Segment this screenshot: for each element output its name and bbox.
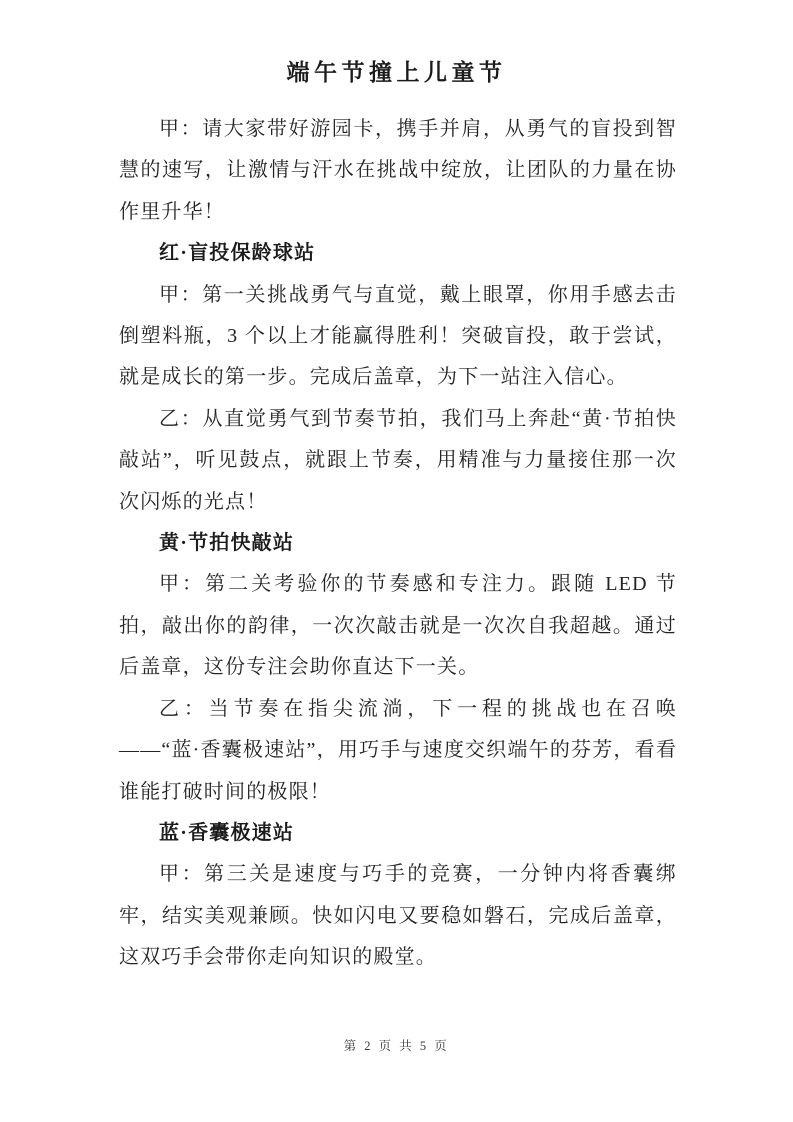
dialogue-paragraph-beat: 甲：第二关考验你的节奏感和专注力。跟随 LED 节拍，敲出你的韵律，一次次敲击就是一次次自我超越。通过后盖章，这份专注会助你直达下一关。: [119, 573, 677, 679]
dialogue-paragraph-transition-yellow: 乙：从直觉勇气到节奏节拍，我们马上奔赴“黄·节拍快敲站”，听见鼓点，就跟上节奏，用精准与力量接住那一次次闪烁的光点！: [119, 407, 677, 513]
dialogue-paragraph-bowling: 甲：第一关挑战勇气与直觉，戴上眼罩，你用手感去击倒塑料瓶，3 个以上才能赢得胜利！突破盲投，敢于尝试，就是成长的第一步。完成后盖章，为下一站注入信心。: [119, 283, 677, 389]
page-number-footer: 第 2 页 共 5 页: [343, 1039, 450, 1053]
document-title: 端午节撞上儿童节: [286, 60, 507, 85]
document-body: [119, 109, 677, 979]
dialogue-paragraph-intro: 甲：请大家带好游园卡，携手并肩，从勇气的盲投到智慧的速写，让激情与汗水在挑战中绽放，让团队的力量在协作里升华！: [119, 118, 677, 223]
station-heading-yellow-beat: 黄·节拍快敲站: [159, 532, 295, 555]
dialogue-paragraph-transition-blue: 乙：当节奏在指尖流淌，下一程的挑战也在召唤——“蓝·香囊极速站”，用巧手与速度交织端午的芬芳，看看谁能打破时间的极限！: [119, 697, 678, 803]
station-heading-red-bowling: 红·盲投保龄球站: [159, 242, 316, 265]
dialogue-paragraph-sachet: 甲：第三关是速度与巧手的竞赛，一分钟内将香囊绑牢，结实美观兼顾。快如闪电又要稳如磐石，完成后盖章，这双巧手会带你走向知识的殿堂。: [119, 863, 677, 969]
station-heading-blue-sachet: 蓝·香囊极速站: [159, 821, 295, 844]
